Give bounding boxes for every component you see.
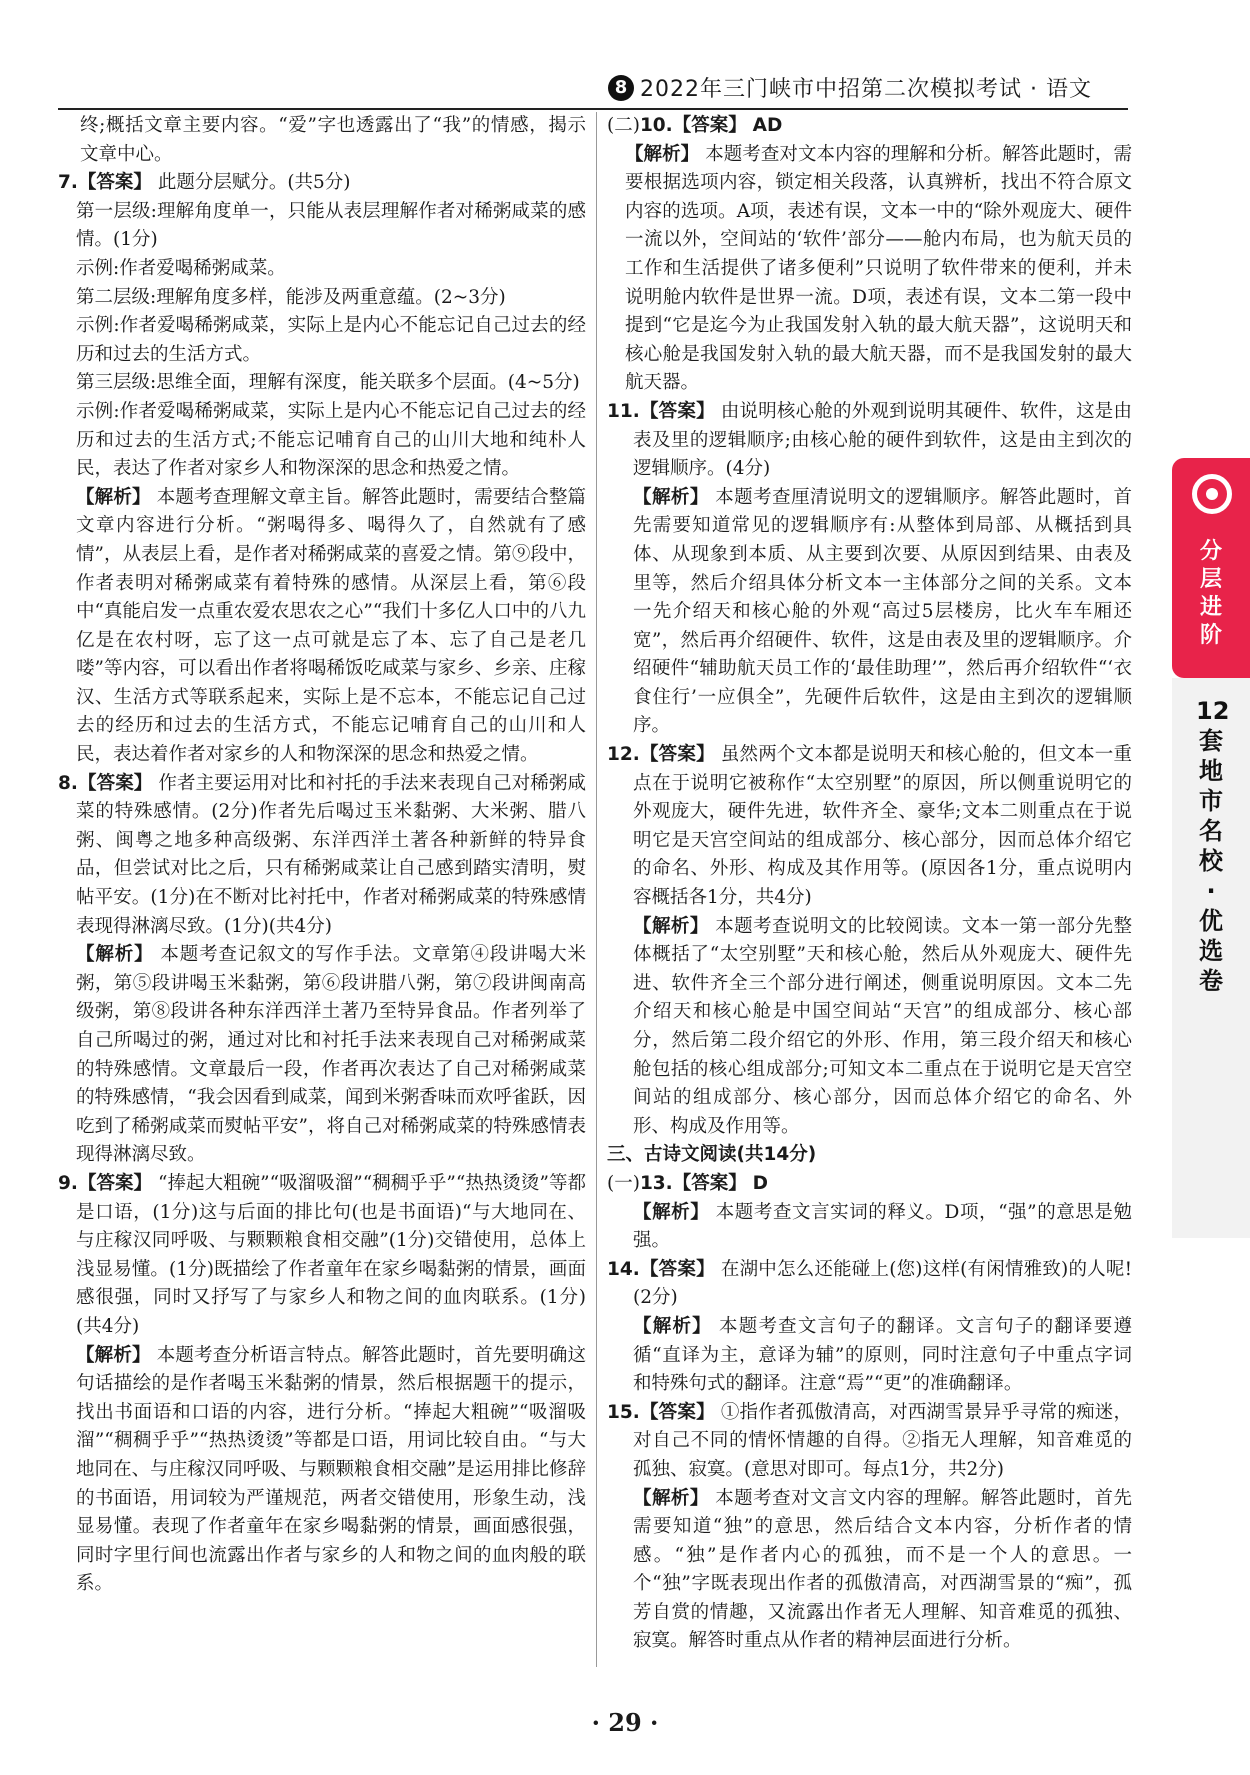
section-3-heading: 三、古诗文阅读(共14分) [607,1144,817,1166]
q14-answer-label: 【答案】 [639,1258,715,1280]
q11-answer: 由说明核心舱的外观到说明其硬件、软件，这是由表及里的逻辑顺序;由核心舱的硬件到软件，这是由主到次的逻辑顺序。(4分) [633,400,1132,480]
q12-analysis: 本题考查说明文的比较阅读。文本一第一部分先整体概括了“太空别墅”天和核心舱，然后从外观庞大、硬件先进、软件齐全三个部分进行阐述，侧重说明原因。文本二先介绍天和核心舱是中国空间站“天宫”的组成部分、核心部分，然后第二段介绍它的外形、作用，第三段介绍天和核心舱包括的核心组成部分;可知文本二重点在于说明它是天宫空间站的组成部分、核心部分，因而总体介绍它的命名、外形、构成及作用等。 [633,915,1132,1137]
page-header [608,72,1128,106]
q7-answer-label: 【答案】 [77,172,152,194]
question-12 [607,741,1132,1141]
q13-prefix: (一) [607,1172,640,1194]
side-series-label: 12套地市名校·优选卷 [1196,697,1230,995]
question-13 [607,1170,1132,1256]
side-tab-label: 分层进阶 [1199,539,1222,648]
q8-answer: 作者主要运用对比和衬托的手法来表现自己对稀粥咸菜的特殊感情。(2分)作者先后喝过玉米黏粥、大米粥、腊八粥、闽粤之地多种高级粥、东洋西洋土著各种新鲜的特异食品，但尝试对比之后，只有稀粥咸菜让自己感到踏实清明，熨帖平安。(1分)在不断对比衬托中，作者对稀粥咸菜的特殊感情表现得淋漓尽致。(1分)(共4分) [76,772,586,937]
question-11 [607,398,1132,741]
q7-line-6: 示例:作者爱喝稀粥咸菜，实际上是内心不能忘记自己过去的经历和过去的生活方式;不能忘记哺育自己的山川大地和纯朴人民，表达了作者对家乡人和物深深的思念和热爱之情。 [76,400,586,480]
q8-analysis-label: 【解析】 [76,944,154,966]
q15-analysis: 本题考查对文言文内容的理解。解答此题时，首先需要知道“独”的意思，然后结合文本内容，分析作者的情感。“独”是作者内心的孤独，而不是一个人的意思。一个“独”字既表现出作者的孤傲清高，对西湖雪景的“痴”，孤芳自赏的情趣，又流露出作者无人理解、知音难觅的孤独、寂寞。解答时重点从作者的精神层面进行分析。 [633,1487,1132,1652]
left-column [58,112,586,1599]
side-tab-gray [1172,678,1250,1238]
intro-text: 终;概括文章主要内容。“爱”字也透露出了“我”的情感，揭示文章中心。 [80,115,586,165]
q8-answer-label: 【答案】 [77,772,153,794]
q15-analysis-label: 【解析】 [633,1487,709,1509]
q10-analysis: 本题考查对文本内容的理解和分析。解答此题时，需要根据选项内容，锁定相关段落，认真辨析，找出不符合原文内容的选项。A项，表述有误，文本一中的“除外观庞大、硬件一流以外，空间站的‘软件’部分——舱内布局，也为航天员的工作和生活提供了诸多便利”只说明了软件带来的便利，并未说明舱内软件是世界一流。D项，表述有误，文本二第一段中提到“它是迄今为止我国发射入轨的最大航天器”，这说明天和核心舱是我国发射入轨的最大航天器，而不是我国发射的最大航天器。 [625,143,1132,394]
right-column [607,112,1132,1656]
q15-answer: ①指作者孤傲清高，对西湖雪景异乎寻常的痴迷，对自己不同的情怀情趣的自得。②指无人理解，知音难觅的孤独、寂寞。(意思对即可。每点1分，共2分) [633,1401,1132,1480]
question-10 [607,112,1132,398]
q7-number: 7. [58,172,78,194]
q15-number: 15. [607,1401,640,1423]
q11-analysis: 本题考查厘清说明文的逻辑顺序。解答此题时，首先需要知道常见的逻辑顺序有:从整体到局部、从概括到具体、从现象到本质、从主要到次要、从原因到结果、由表及里等，然后介绍具体分析文本一主体部分之间的关系。文本一先介绍天和核心舱的外观“高过5层楼房，比火车车厢还宽”，然后再介绍硬件、软件，这是由表及里的逻辑顺序。介绍硬件“辅助航天员工作的‘最佳助理’”，然后再介绍软件“‘衣食住行’一应俱全”，先硬件后软件，这是由主到次的逻辑顺序。 [633,486,1132,737]
q7-line-5: 第三层级:思维全面，理解有深度，能关联多个层面。(4~5分) [76,372,580,394]
question-14 [607,1256,1132,1399]
q9-answer: “捧起大粗碗”“吸溜吸溜”“稠稠乎乎”“热热烫烫”等都是口语，(1分)这与后面的排比句(也是书面语)“与大地同在、与庄稼汉同呼吸、与颗颗粮食相交融”(1分)交错使用，总体上浅显易懂。(1分)既描绘了作者童年在家乡喝黏粥的情景，画面感很强，同时又抒写了与家乡人和物之间的血肉联系。(1分)(共4分) [76,1172,586,1337]
q9-analysis-label: 【解析】 [76,1344,151,1366]
exam-number-badge: 8 [608,75,634,101]
q14-analysis: 本题考查文言句子的翻译。文言句子的翻译要遵循“直译为主，意译为辅”的原则，同时注意句子中重点字词和特殊句式的翻译。注意“焉”“更”的准确翻译。 [633,1315,1132,1395]
q14-answer: 在湖中怎么还能碰上(您)这样(有闲情雅致)的人呢!(2分) [633,1258,1132,1309]
q11-answer-label: 【答案】 [639,400,715,422]
q13-number: 13. [639,1172,673,1194]
question-7 [58,169,586,769]
q8-number: 8. [58,772,78,794]
q13-analysis: 本题考查文言实词的释义。D项，“强”的意思是勉强。 [633,1201,1132,1252]
question-8 [58,770,586,1170]
q11-analysis-label: 【解析】 [633,486,709,508]
q12-answer-label: 【答案】 [639,744,715,766]
q12-analysis-label: 【解析】 [633,915,709,937]
page-number: · 29 · [591,1708,659,1737]
q9-number: 9. [58,1172,78,1194]
question-9 [58,1170,586,1599]
q12-number: 12. [607,744,640,766]
q7-line-2: 示例:作者爱喝稀粥咸菜。 [76,257,286,279]
header-rule [58,108,1128,110]
target-icon [1192,474,1232,514]
q10-analysis-label: 【解析】 [625,143,700,165]
q7-analysis-label: 【解析】 [76,486,151,508]
header-title: 2022年三门峡市中招第二次模拟考试 · 语文 [640,77,1092,102]
q7-line-1: 第一层级:理解角度单一，只能从表层理解作者对稀粥咸菜的感情。(1分) [76,200,586,251]
question-15 [607,1399,1132,1656]
q7-analysis: 本题考查理解文章主旨。解答此题时，需要结合整篇文章内容进行分析。“粥喝得多、喝得久了，自然就有了感情”，从表层上看，是作者对稀粥咸菜的喜爱之情。第⑨段中，作者表明对稀粥咸菜有着特殊的感情。从深层上看，第⑥段中“真能启发一点重农爱农思农之心”“我们十多亿人口中的八九亿是在农村呀，忘了这一点可就是忘了本、忘了自己是老几喽”等内容，可以看出作者将喝稀饭吃咸菜与家乡、乡亲、庄稼汉、生活方式等联系起来，实际上是不忘本，不能忘记自己过去的经历和过去的生活方式，不能忘记哺育自己的山川和人民，表达着作者对家乡的人和物深深的思念和热爱之情。 [76,486,586,766]
q7-line-4: 示例:作者爱喝稀粥咸菜，实际上是内心不能忘记自己过去的经历和过去的生活方式。 [76,315,586,365]
q13-answer: D [752,1172,768,1194]
q9-answer-label: 【答案】 [77,1172,153,1194]
q14-analysis-label: 【解析】 [633,1315,712,1337]
column-divider [596,112,597,1667]
q10-answer: AD [752,115,783,136]
q10-prefix: (二) [607,115,640,136]
q15-answer-label: 【答案】 [639,1401,715,1423]
q9-analysis: 本题考查分析语言特点。解答此题时，首先要明确这句话描绘的是作者喝玉米黏粥的情景，然后根据题干的提示，找出书面语和口语的内容，进行分析。“捧起大粗碗”“吸溜吸溜”“稠稠乎乎”“热热烫烫”等都是口语，用词比较自由。“与大地同在、与庄稼汉同呼吸、与颗颗粮食相交融”是运用排比修辞的书面语，用词较为严谨规范，两者交错使用，形象生动，浅显易懂。表现了作者童年在家乡喝黏粥的情景，画面感很强，同时字里行间也流露出作者与家乡的人和物之间的血肉般的联系。 [76,1344,586,1595]
side-tab-red [1172,458,1250,678]
q10-number: 10. [639,115,673,136]
q7-answer: 此题分层赋分。(共5分) [157,172,351,194]
q11-number: 11. [607,400,640,422]
q13-analysis-label: 【解析】 [633,1201,710,1223]
q8-analysis: 本题考查记叙文的写作手法。文章第④段讲喝大米粥，第⑤段讲喝玉米黏粥，第⑥段讲腊八粥，第⑦段讲闽南高级粥，第⑧段讲各种东洋西洋土著乃至特异食品。作者列举了自己所喝过的粥，通过对比和衬托手法来表现自己对稀粥咸菜的特殊感情。文章最后一段，作者再次表达了自己对稀粥咸菜的特殊感情，“我会因看到咸菜，闻到米粥香味而欢呼雀跃，因吃到了稀粥咸菜而熨帖平安”，将自己对稀粥咸菜的特殊感情表现得淋漓尽致。 [76,944,586,1166]
q10-answer-label: 【答案】 [672,115,747,136]
q13-answer-label: 【答案】 [672,1172,747,1194]
q12-answer: 虽然两个文本都是说明天和核心舱的，但文本一重点在于说明它被称作“太空别墅”的原因，所以侧重说明它的外观庞大，硬件先进，软件齐全、豪华;文本二则重点在于说明它是天宫空间站的组成部分、核心部分，因而总体介绍它的命名、外形、构成及其作用等。(原因各1分，重点说明内容概括各1分，共4分) [633,744,1132,909]
q14-number: 14. [607,1258,640,1280]
q7-line-3: 第二层级:理解角度多样，能涉及两重意蕴。(2~3分) [76,286,506,308]
